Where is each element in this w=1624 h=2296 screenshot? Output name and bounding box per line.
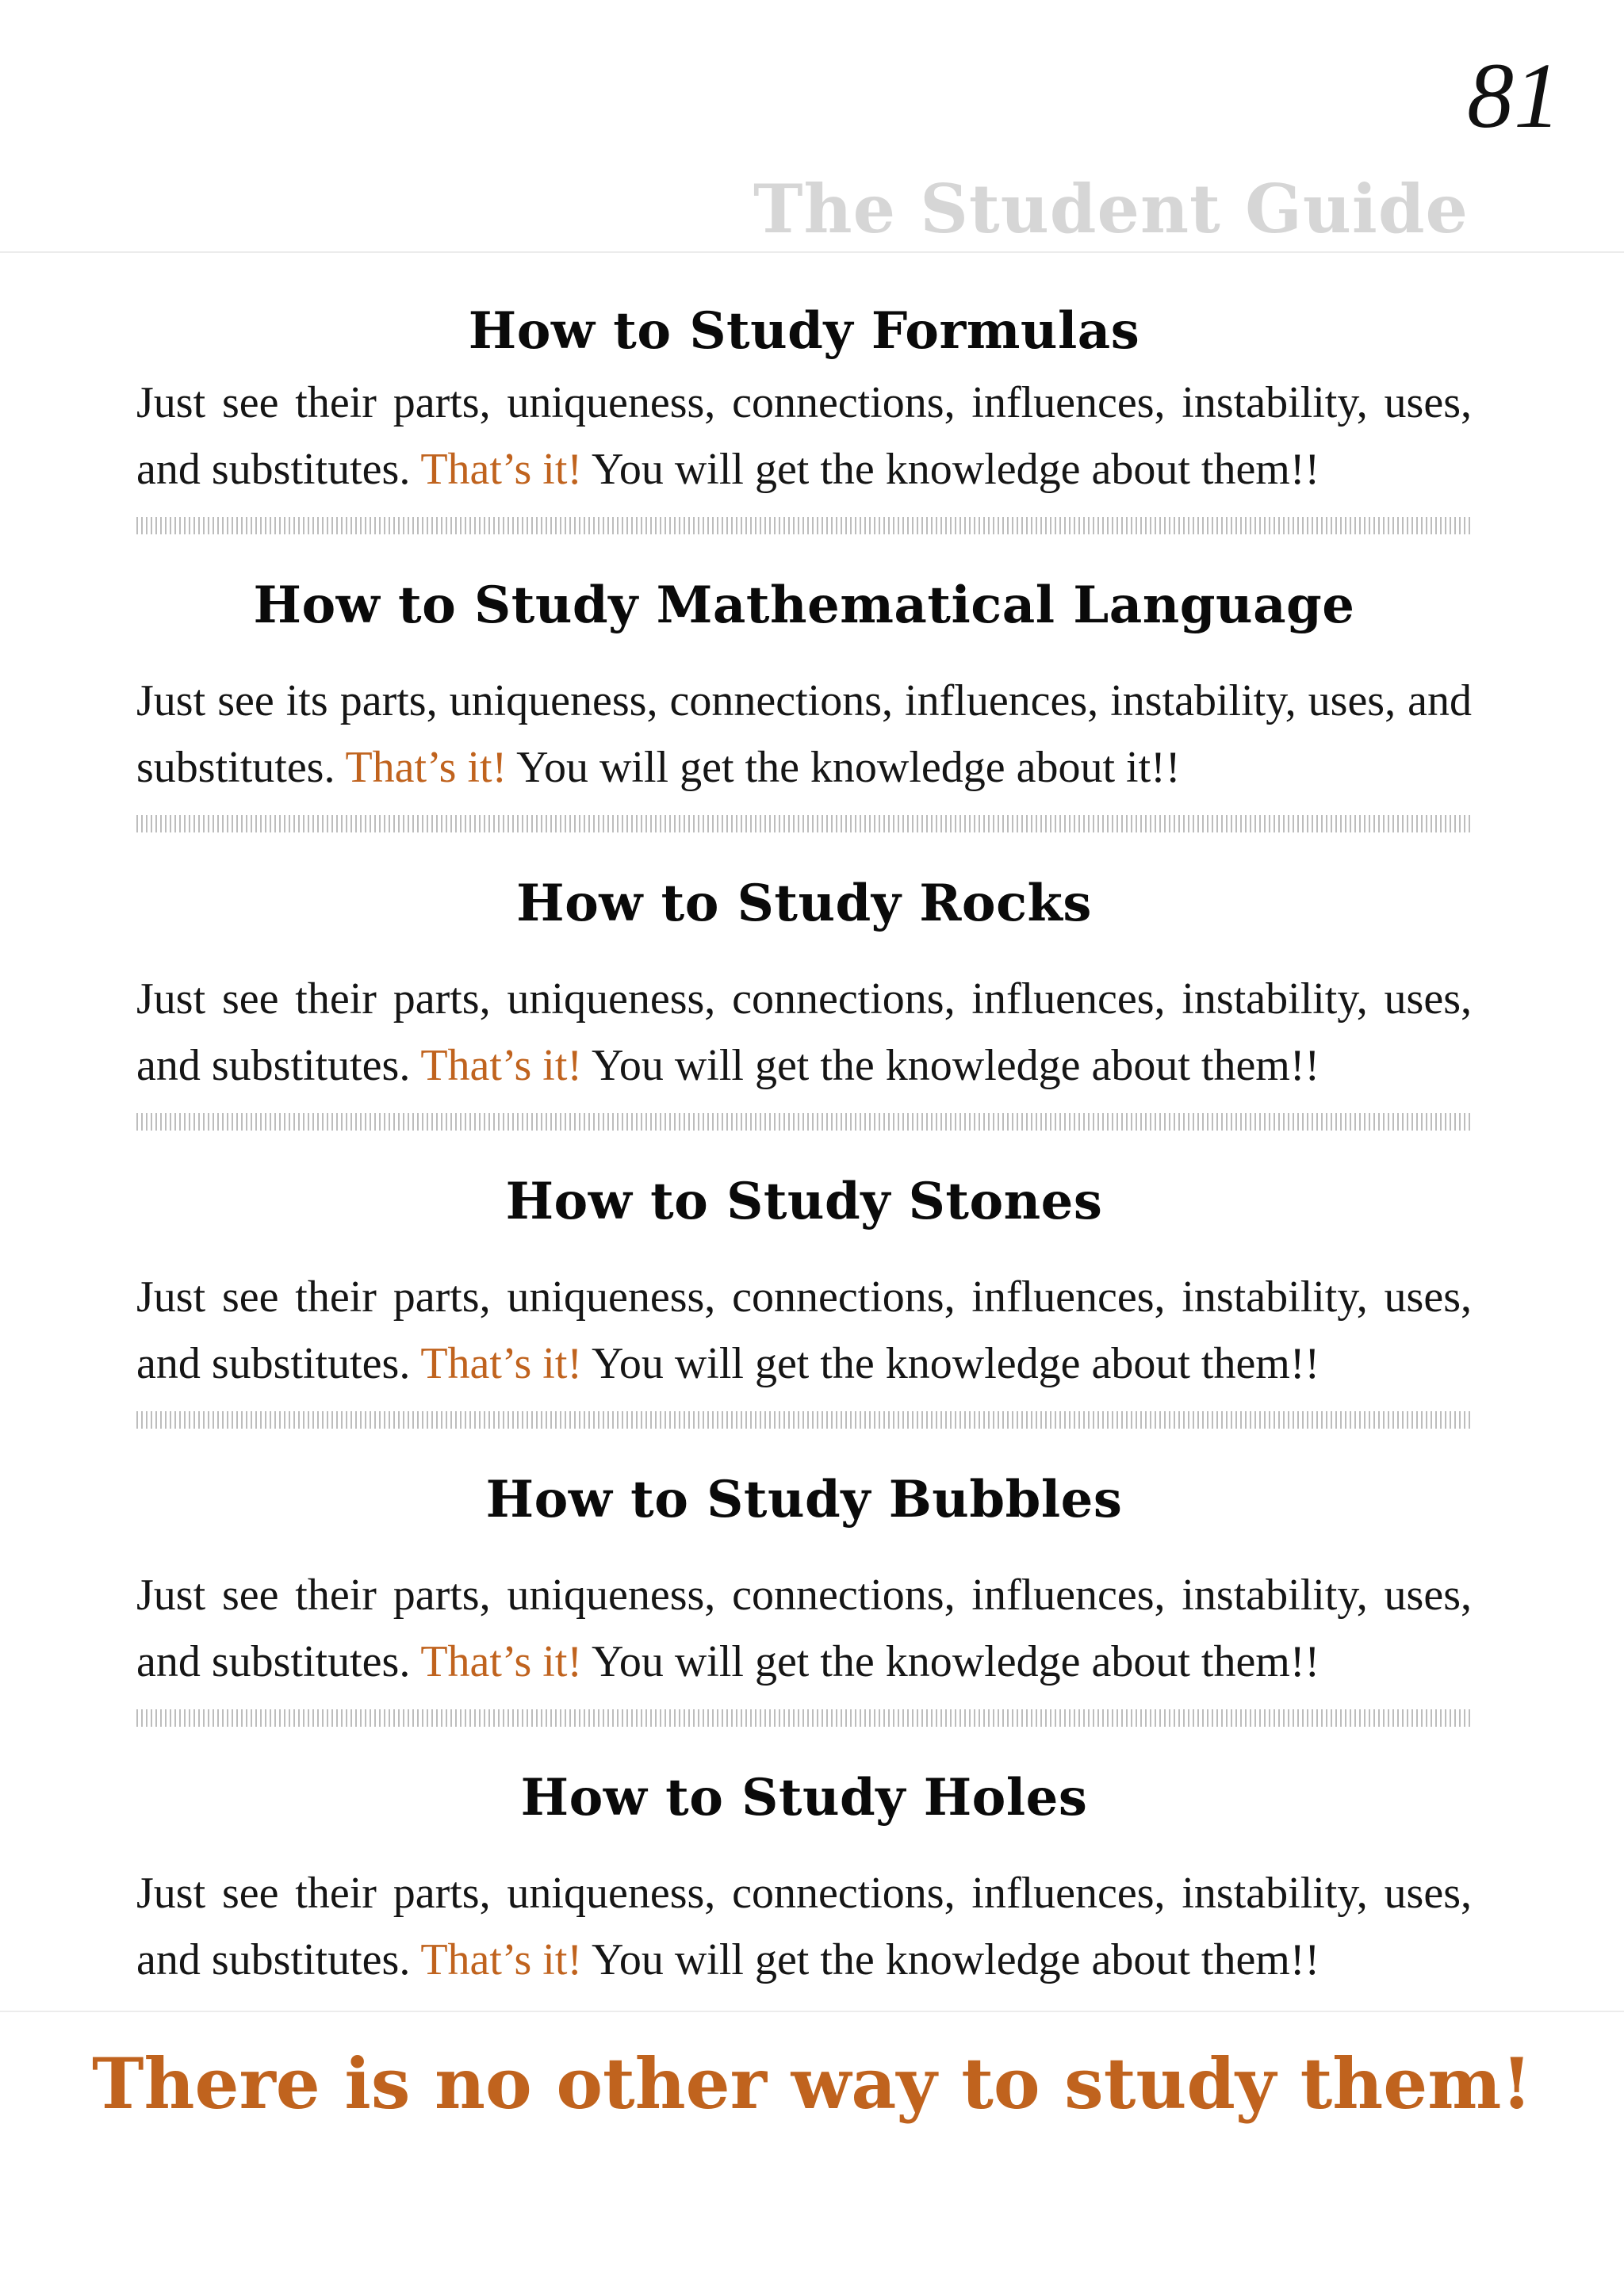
body-text-end: You will get the knowledge about them!! [582, 1339, 1320, 1388]
accent-phrase: That’s it! [420, 1637, 583, 1686]
closing-statement: There is no other way to study them! [91, 2042, 1533, 2125]
accent-phrase: That’s it! [420, 1339, 583, 1388]
section-rocks [136, 866, 1472, 1131]
section-title: How to Study Bubbles [485, 1470, 1123, 1529]
section-stones [136, 1164, 1472, 1429]
page-content [136, 293, 1472, 1993]
section-mathematical-language [136, 568, 1472, 832]
section-bubbles [136, 1462, 1472, 1727]
body-text: Just see their parts, uniqueness, connections, influences, instability, uses, and substitutes. [136, 1869, 1472, 1984]
section-divider [136, 1709, 1472, 1727]
section-holes [136, 1760, 1472, 1993]
page-number: 81 [1467, 44, 1561, 147]
body-text: Just see its parts, uniqueness, connections, influences, instability, uses, and substitutes. [136, 676, 1472, 792]
body-text-end: You will get the knowledge about them!! [582, 1935, 1320, 1984]
section-divider [136, 1113, 1472, 1131]
section-body [136, 668, 1472, 801]
section-divider [136, 1411, 1472, 1429]
section-title: How to Study Rocks [516, 874, 1092, 933]
accent-phrase: That’s it! [345, 743, 508, 792]
section-title: How to Study Formulas [468, 301, 1140, 361]
section-divider [136, 815, 1472, 832]
section-title: How to Study Holes [520, 1768, 1088, 1827]
section-formulas [136, 293, 1472, 534]
accent-phrase: That’s it! [420, 445, 583, 494]
body-text: Just see their parts, uniqueness, connections, influences, instability, uses, and substitutes. [136, 378, 1472, 494]
section-body [136, 1860, 1472, 1993]
accent-phrase: That’s it! [420, 1935, 583, 1984]
body-text-end: You will get the knowledge about them!! [582, 1637, 1320, 1686]
body-text-end: You will get the knowledge about it!! [507, 743, 1181, 792]
accent-phrase: That’s it! [420, 1041, 583, 1090]
header-rule [0, 251, 1624, 253]
body-text: Just see their parts, uniqueness, connections, influences, instability, uses, and substitutes. [136, 1272, 1472, 1388]
body-text-end: You will get the knowledge about them!! [582, 1041, 1320, 1090]
footer-rule [0, 2011, 1624, 2012]
section-title: How to Study Stones [505, 1172, 1103, 1231]
section-body [136, 1264, 1472, 1397]
running-head: The Student Guide [753, 170, 1469, 248]
section-body [136, 966, 1472, 1099]
section-body [136, 1562, 1472, 1695]
section-title: How to Study Mathematical Language [253, 576, 1355, 635]
body-text: Just see their parts, uniqueness, connections, influences, instability, uses, and substitutes. [136, 974, 1472, 1090]
section-body [136, 369, 1472, 503]
body-text: Just see their parts, uniqueness, connections, influences, instability, uses, and substitutes. [136, 1571, 1472, 1686]
section-divider [136, 517, 1472, 534]
body-text-end: You will get the knowledge about them!! [582, 445, 1320, 494]
